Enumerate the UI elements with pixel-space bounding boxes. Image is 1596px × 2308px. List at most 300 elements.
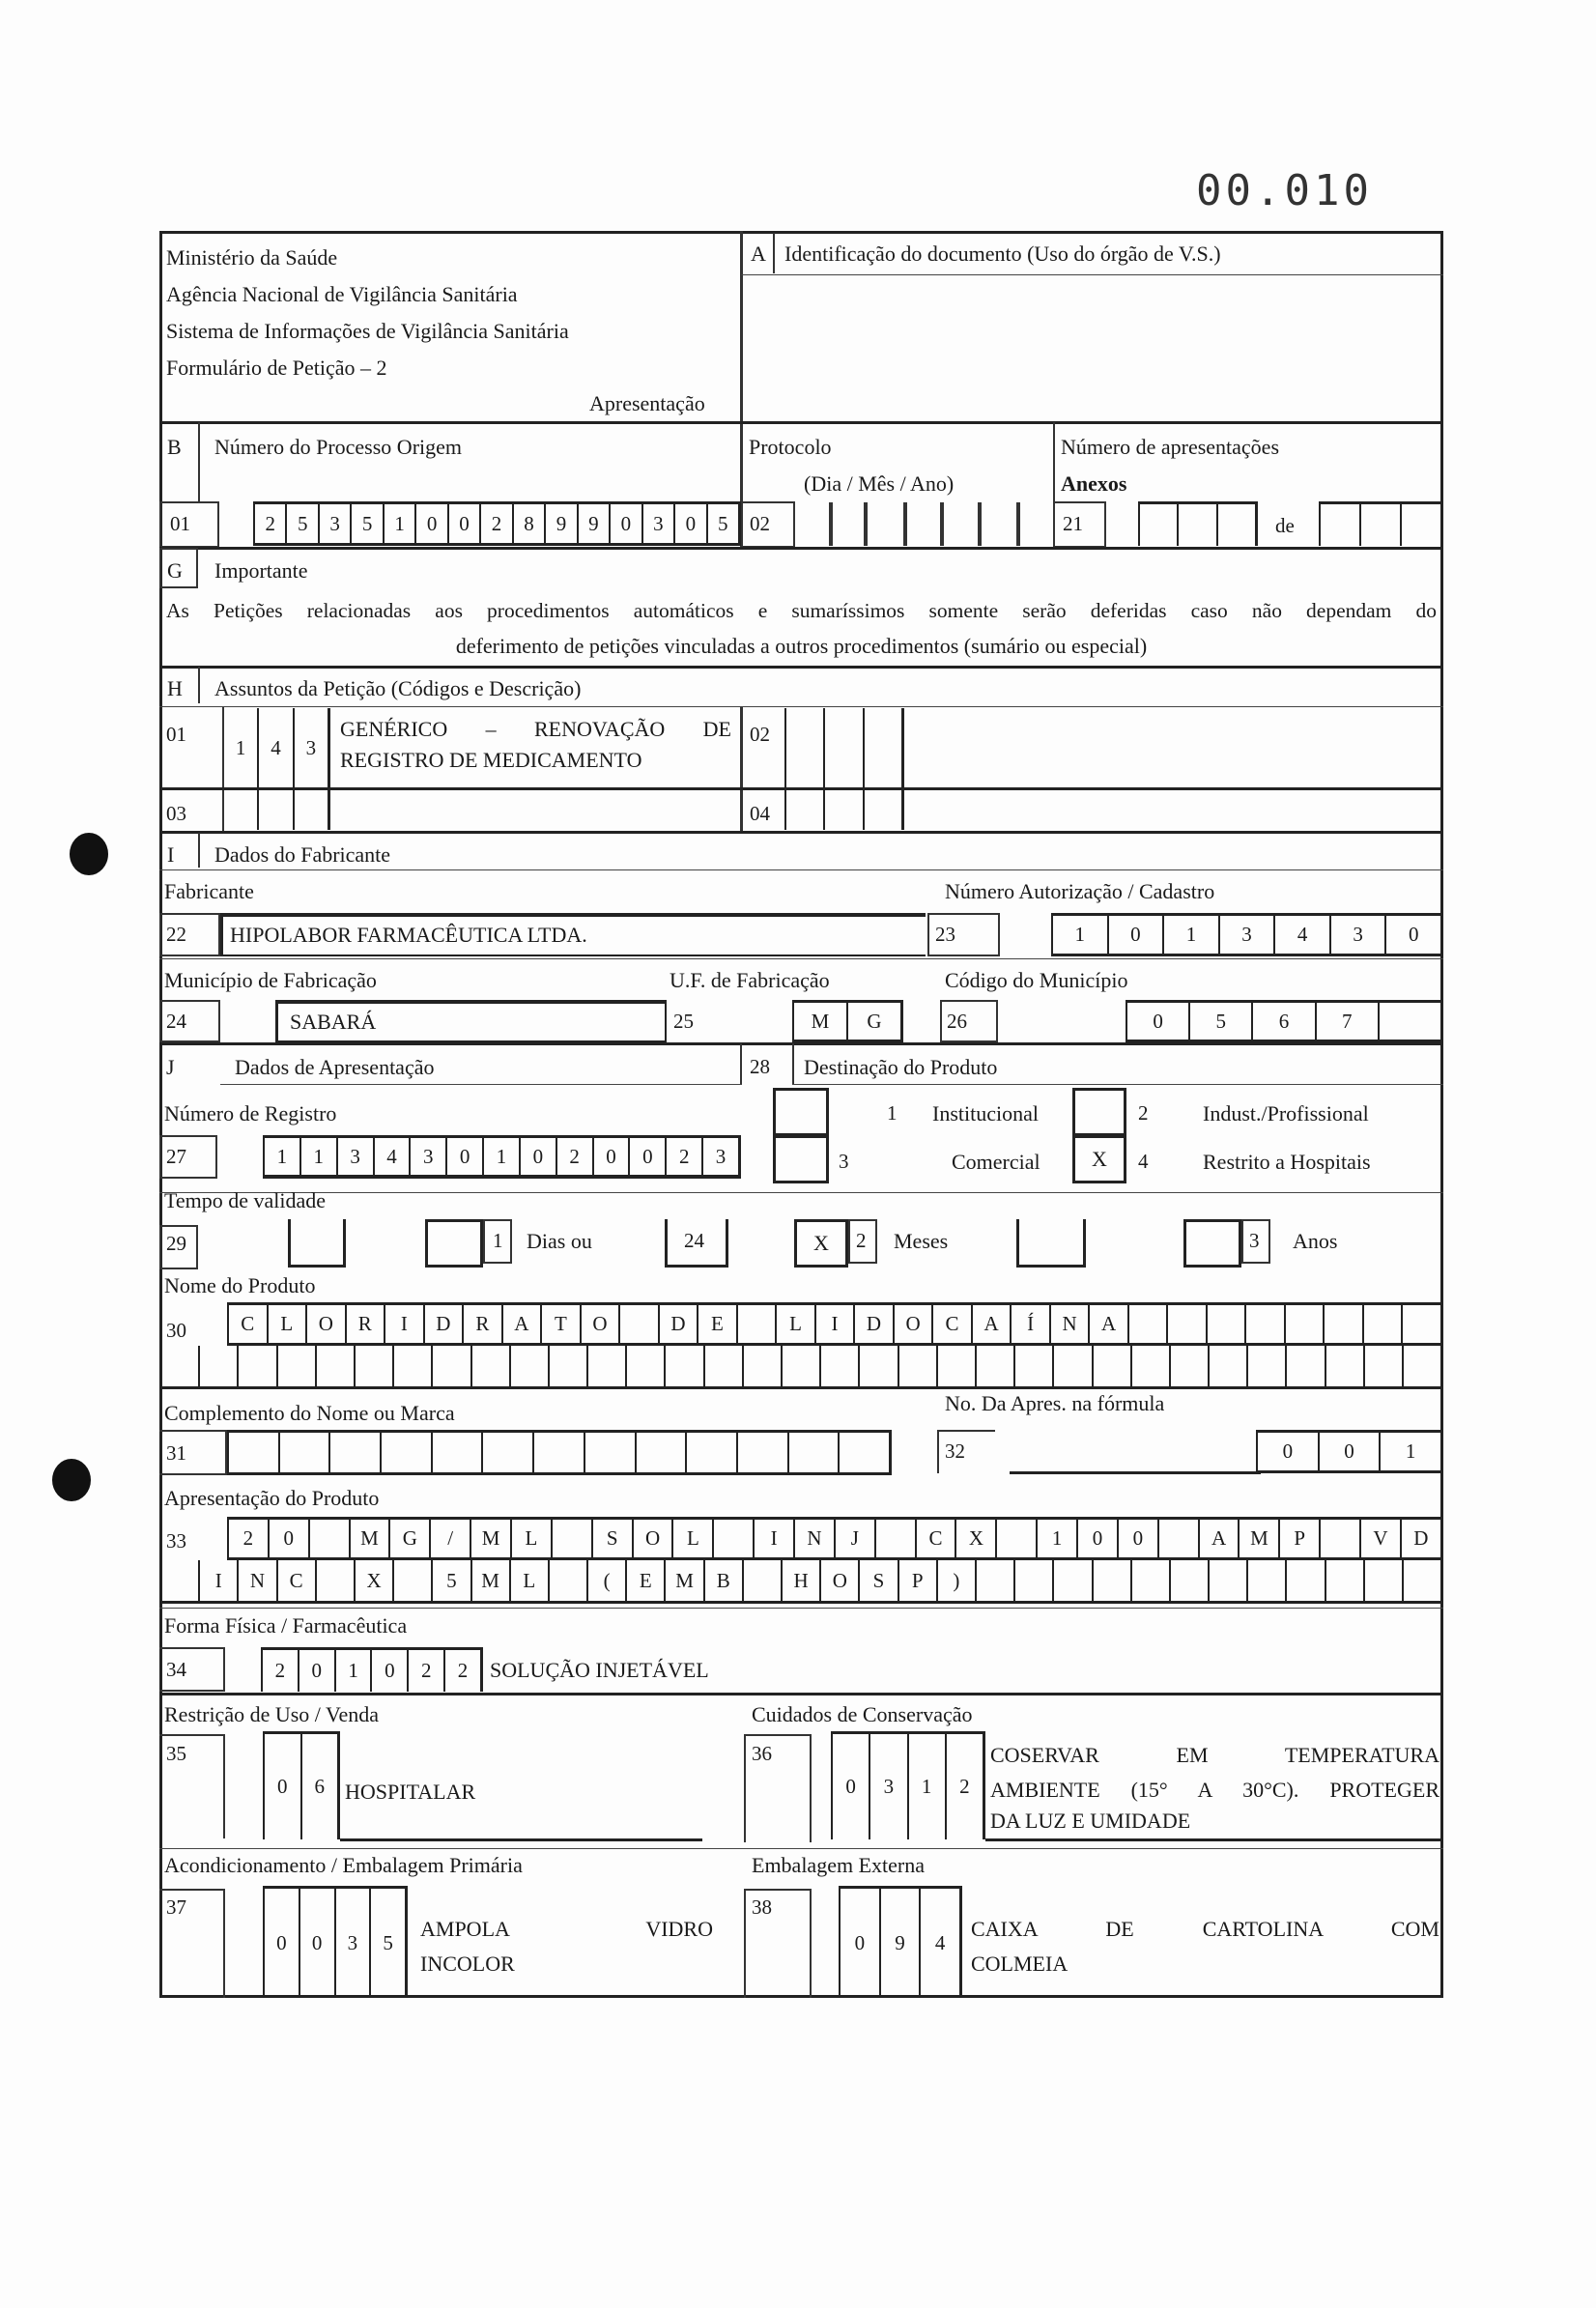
section-i-letter: I	[167, 842, 175, 867]
char-box[interactable]	[229, 1433, 278, 1472]
autorizacao-label: Número Autorização / Cadastro	[945, 879, 1215, 903]
restricao-code[interactable]	[263, 1731, 340, 1839]
char-box[interactable]	[532, 1433, 584, 1472]
acondicionamento-code[interactable]	[263, 1886, 408, 1998]
char-box[interactable]: 0	[845, 1775, 856, 1798]
char-box[interactable]: 9	[879, 1889, 920, 1998]
dest-1-checkbox[interactable]	[773, 1088, 829, 1136]
char-box[interactable]: 4	[919, 1889, 959, 1998]
char-box[interactable]	[1216, 504, 1255, 546]
char-box[interactable]: L	[671, 1520, 712, 1557]
char-box[interactable]: 2	[479, 504, 511, 543]
char-box[interactable]: C	[241, 1312, 255, 1335]
char-box[interactable]: D	[423, 1305, 463, 1343]
char-box[interactable]: 0	[268, 1520, 308, 1557]
char-box[interactable]: 0	[1117, 1520, 1157, 1557]
char-box[interactable]: 8	[512, 504, 544, 543]
field-02-label: 02	[750, 512, 770, 535]
char-box[interactable]: 4	[1273, 916, 1329, 954]
char-box[interactable]	[1284, 1305, 1324, 1343]
char-box[interactable]: D	[658, 1305, 698, 1343]
forma-desc: SOLUÇÃO INJETÁVEL	[490, 1658, 709, 1682]
char-box[interactable]	[685, 1433, 736, 1472]
apres-formula-field[interactable]	[1256, 1430, 1443, 1473]
char-box[interactable]	[786, 789, 823, 830]
char-box[interactable]	[470, 1346, 509, 1386]
validade-blank-field-2[interactable]	[1016, 1219, 1086, 1268]
char-box[interactable]: J	[834, 1520, 874, 1557]
char-box[interactable]	[481, 1433, 532, 1472]
char-box[interactable]: 9	[577, 504, 609, 543]
char-box[interactable]: L	[509, 1560, 548, 1601]
char-box[interactable]: L	[775, 1305, 814, 1343]
fabricante-field[interactable]: HIPOLABOR FARMACÊUTICA LTDA.	[230, 923, 587, 947]
header-line: Sistema de Informações de Vigilância Sanitária	[166, 319, 569, 343]
char-box[interactable]: 1	[482, 1138, 519, 1175]
char-box[interactable]	[1092, 1346, 1130, 1386]
char-box[interactable]	[1363, 1560, 1402, 1601]
char-box[interactable]	[703, 1346, 742, 1386]
char-box[interactable]: M	[664, 1560, 702, 1601]
apresentacao-produto-label: Apresentação do Produto	[164, 1486, 380, 1510]
char-box[interactable]: 0	[277, 1775, 288, 1798]
char-box[interactable]: T	[540, 1305, 580, 1343]
punch-hole	[52, 1459, 91, 1501]
char-box[interactable]: 3	[409, 1138, 445, 1175]
char-box[interactable]: 0	[1076, 1520, 1117, 1557]
char-box[interactable]	[786, 708, 823, 787]
char-box[interactable]	[328, 1433, 380, 1472]
char-box[interactable]	[1206, 1305, 1245, 1343]
apres-formula-label: No. Da Apres. na fórmula	[945, 1391, 1165, 1415]
char-box[interactable]: 0	[447, 504, 479, 543]
header-line: Ministério da Saúde	[166, 245, 338, 270]
section-j-letter: J	[166, 1055, 175, 1079]
char-box[interactable]	[874, 1520, 915, 1557]
char-box[interactable]: L	[510, 1520, 551, 1557]
char-box[interactable]	[1246, 1346, 1285, 1386]
char-box[interactable]: 0	[1153, 1009, 1163, 1033]
char-box[interactable]: S	[591, 1520, 632, 1557]
char-box[interactable]: 0	[854, 1931, 866, 1954]
field-02-label: 02	[750, 723, 770, 746]
char-box[interactable]: X	[955, 1520, 995, 1557]
char-box[interactable]: 1	[299, 1138, 336, 1175]
char-box[interactable]: 3	[641, 504, 673, 543]
char-box[interactable]: 0	[298, 1650, 334, 1692]
char-box[interactable]: E	[697, 1305, 736, 1343]
char-box[interactable]: V	[1359, 1520, 1400, 1557]
char-box[interactable]	[1130, 1346, 1169, 1386]
char-box[interactable]	[975, 1346, 1013, 1386]
char-box[interactable]: 2	[556, 1138, 592, 1175]
char-box[interactable]	[509, 1346, 548, 1386]
char-box[interactable]: 1	[235, 735, 246, 759]
char-box[interactable]: 0	[673, 504, 705, 543]
nome-produto-row-1[interactable]	[227, 1302, 1443, 1346]
subject-04-code[interactable]	[784, 789, 904, 830]
forma-code[interactable]	[261, 1647, 483, 1692]
char-box[interactable]	[1092, 1560, 1130, 1601]
char-box[interactable]	[1244, 1305, 1284, 1343]
char-box[interactable]: R	[462, 1305, 501, 1343]
char-box[interactable]: 0	[1107, 916, 1163, 954]
validade-blank-field[interactable]	[288, 1219, 346, 1268]
char-box[interactable]: /	[429, 1520, 470, 1557]
municipio-field[interactable]: SABARÁ	[290, 1010, 377, 1034]
subject-01-desc-line2: REGISTRO DE MEDICAMENTO	[340, 748, 642, 772]
char-box[interactable]: 4	[257, 708, 292, 787]
anexos-field[interactable]	[1138, 501, 1258, 546]
char-box[interactable]	[1362, 1305, 1402, 1343]
char-box[interactable]: 5	[369, 1889, 405, 1998]
meses-number: 2	[856, 1229, 867, 1252]
protocolo-label: Protocolo	[749, 435, 832, 459]
char-box[interactable]	[1363, 1346, 1402, 1386]
char-box[interactable]: C	[931, 1305, 971, 1343]
char-box[interactable]: B	[703, 1560, 742, 1601]
anexos-label: Anexos	[1061, 471, 1127, 496]
char-box[interactable]: L	[267, 1305, 306, 1343]
char-box[interactable]	[586, 1346, 625, 1386]
char-box[interactable]: 3	[336, 1138, 373, 1175]
char-box[interactable]: P	[898, 1560, 936, 1601]
char-box[interactable]: 5	[1188, 1003, 1251, 1040]
char-box[interactable]	[863, 789, 901, 830]
field-03-label: 03	[166, 802, 186, 825]
char-box[interactable]: 3	[1329, 916, 1385, 954]
char-box[interactable]: 1	[276, 1144, 288, 1168]
char-box[interactable]	[742, 1560, 781, 1601]
char-box[interactable]: 0	[592, 1138, 629, 1175]
char-box[interactable]: O	[580, 1305, 619, 1343]
char-box[interactable]	[315, 1346, 354, 1386]
field-28-label: 28	[750, 1055, 770, 1078]
char-box[interactable]	[1169, 1346, 1208, 1386]
char-box[interactable]: 0	[370, 1650, 407, 1692]
char-box[interactable]	[224, 789, 257, 830]
char-box[interactable]	[548, 1560, 586, 1601]
char-box[interactable]	[1323, 1305, 1362, 1343]
section-b-letter: B	[167, 435, 182, 459]
char-box[interactable]: 2	[665, 1138, 701, 1175]
codigo-municipio-field[interactable]	[1126, 1000, 1443, 1042]
char-box[interactable]: 3	[293, 708, 328, 787]
char-box[interactable]	[742, 1346, 781, 1386]
char-box[interactable]: 7	[1315, 1003, 1378, 1040]
field-37-label: 37	[166, 1895, 186, 1919]
char-box[interactable]	[1402, 1560, 1440, 1601]
char-box[interactable]	[431, 1346, 470, 1386]
char-box[interactable]: 5	[285, 504, 317, 543]
char-box[interactable]	[551, 1520, 591, 1557]
char-box[interactable]	[198, 1346, 237, 1386]
dest-2-checkbox[interactable]	[1072, 1088, 1126, 1136]
dias-checkbox[interactable]	[425, 1219, 483, 1268]
char-box[interactable]	[936, 1346, 975, 1386]
char-box[interactable]	[1246, 1560, 1285, 1601]
char-box[interactable]: A	[501, 1305, 541, 1343]
char-box[interactable]: Í	[1010, 1305, 1049, 1343]
char-box[interactable]: 0	[276, 1931, 287, 1954]
char-box[interactable]	[736, 1433, 787, 1472]
char-box[interactable]	[1359, 504, 1400, 546]
meses-checkbox[interactable]: X	[794, 1219, 848, 1268]
char-box[interactable]	[635, 1433, 686, 1472]
date-tick	[1016, 502, 1020, 546]
char-box[interactable]: G	[388, 1520, 429, 1557]
codigo-municipio-label: Código do Município	[945, 968, 1128, 992]
char-box[interactable]	[838, 1433, 889, 1472]
char-box[interactable]	[819, 1346, 858, 1386]
char-box[interactable]: N	[793, 1520, 834, 1557]
char-box[interactable]: 2	[945, 1734, 983, 1839]
char-box[interactable]	[1285, 1560, 1324, 1601]
importante-text-2: deferimento de petições vinculadas a outros procedimentos (sumário ou especial)	[455, 634, 1148, 658]
char-box[interactable]: 1	[1074, 923, 1086, 946]
anos-checkbox[interactable]	[1183, 1219, 1241, 1268]
nome-label: Nome do Produto	[164, 1273, 316, 1297]
char-box[interactable]	[618, 1305, 658, 1343]
header-line: Formulário de Petição – 2	[166, 356, 387, 380]
char-box[interactable]: C	[276, 1560, 315, 1601]
char-box[interactable]	[1013, 1560, 1052, 1601]
char-box[interactable]: 3	[334, 1889, 370, 1998]
char-box[interactable]	[1177, 504, 1215, 546]
dest-4-number: 4	[1138, 1150, 1149, 1173]
char-box[interactable]	[237, 1346, 275, 1386]
char-box[interactable]	[257, 789, 292, 830]
char-box[interactable]: 5	[431, 1560, 470, 1601]
char-box[interactable]: D	[853, 1305, 893, 1343]
embalagem-externa-label: Embalagem Externa	[752, 1853, 925, 1877]
complemento-field[interactable]	[227, 1430, 892, 1475]
embalagem-code[interactable]	[839, 1886, 962, 1998]
char-box[interactable]: (	[586, 1560, 625, 1601]
char-box[interactable]: A	[971, 1305, 1011, 1343]
char-box[interactable]	[995, 1520, 1036, 1557]
char-box[interactable]: 3	[1218, 916, 1274, 954]
char-box[interactable]	[315, 1560, 354, 1601]
char-box[interactable]	[308, 1520, 349, 1557]
char-box[interactable]	[736, 1305, 776, 1343]
field-27-label: 27	[166, 1145, 186, 1168]
char-box[interactable]	[1325, 1346, 1363, 1386]
char-box[interactable]: 1	[907, 1734, 945, 1839]
char-box[interactable]	[863, 708, 901, 787]
char-box[interactable]: I	[384, 1305, 423, 1343]
acondicionamento-line-2: INCOLOR	[420, 1952, 515, 1976]
processo-origem-field[interactable]	[253, 501, 741, 546]
char-box[interactable]: I	[753, 1520, 793, 1557]
char-box[interactable]	[1166, 1305, 1206, 1343]
char-box[interactable]: D	[1400, 1520, 1440, 1557]
char-box[interactable]	[1169, 1560, 1208, 1601]
char-box[interactable]: O	[819, 1560, 858, 1601]
char-box[interactable]: O	[893, 1305, 932, 1343]
char-box[interactable]: A	[1088, 1305, 1127, 1343]
char-box[interactable]	[898, 1346, 936, 1386]
char-box[interactable]: 0	[1384, 916, 1440, 954]
char-box[interactable]	[1402, 1346, 1440, 1386]
char-box[interactable]: M	[349, 1520, 389, 1557]
char-box[interactable]	[975, 1560, 1013, 1601]
char-box[interactable]	[1321, 504, 1359, 546]
char-box[interactable]	[431, 1433, 482, 1472]
section-j-title: Dados de Apresentação	[235, 1055, 435, 1079]
forma-label: Forma Física / Farmacêutica	[164, 1613, 408, 1638]
char-box[interactable]: I	[814, 1305, 854, 1343]
char-box[interactable]	[1013, 1346, 1052, 1386]
char-box[interactable]	[1127, 1305, 1167, 1343]
char-box[interactable]	[1319, 1520, 1359, 1557]
char-box[interactable]: 0	[519, 1138, 556, 1175]
char-box[interactable]	[1325, 1560, 1363, 1601]
char-box[interactable]	[278, 1433, 329, 1472]
dest-institucional-label: Institucional	[932, 1101, 1039, 1126]
char-box[interactable]	[664, 1346, 702, 1386]
char-box[interactable]: R	[345, 1305, 385, 1343]
char-box[interactable]: M	[1238, 1520, 1278, 1557]
char-box[interactable]: X	[354, 1560, 392, 1601]
subject-01-code[interactable]	[224, 708, 330, 787]
char-box[interactable]: 9	[544, 504, 576, 543]
char-box[interactable]: 6	[1251, 1003, 1314, 1040]
char-box[interactable]: M	[470, 1560, 509, 1601]
char-box[interactable]: 0	[1282, 1439, 1294, 1463]
date-tick	[864, 502, 868, 546]
char-box[interactable]: 3	[701, 1138, 738, 1175]
nome-produto-row-2[interactable]	[159, 1346, 1443, 1389]
char-box[interactable]: 2	[407, 1650, 443, 1692]
dest-4-checkbox[interactable]: X	[1072, 1135, 1126, 1183]
municipio-label: Município de Fabricação	[164, 968, 377, 992]
anos-label: Anos	[1293, 1229, 1338, 1253]
char-box[interactable]: 1	[1162, 916, 1218, 954]
meses-label: Meses	[894, 1229, 949, 1253]
char-box[interactable]	[1140, 504, 1177, 546]
autorizacao-field[interactable]	[1051, 913, 1443, 956]
char-box[interactable]	[1052, 1346, 1091, 1386]
char-box[interactable]	[584, 1433, 635, 1472]
char-box[interactable]	[548, 1346, 586, 1386]
char-box[interactable]: 2	[443, 1650, 480, 1692]
char-box[interactable]	[161, 1346, 198, 1386]
char-box[interactable]	[354, 1346, 392, 1386]
char-box[interactable]: G	[846, 1003, 900, 1040]
char-box[interactable]: I	[198, 1560, 237, 1601]
apresentacao-row-1[interactable]	[227, 1517, 1443, 1560]
char-box[interactable]: 1	[334, 1650, 371, 1692]
char-box[interactable]: 0	[1318, 1433, 1380, 1470]
char-box[interactable]	[858, 1346, 897, 1386]
char-box[interactable]	[781, 1346, 819, 1386]
char-box[interactable]: S	[858, 1560, 897, 1601]
char-box[interactable]	[1400, 504, 1440, 546]
char-box[interactable]	[392, 1346, 431, 1386]
char-box[interactable]	[161, 1560, 198, 1601]
section-h-letter: H	[167, 676, 183, 700]
subject-03-code[interactable]	[224, 789, 330, 830]
char-box[interactable]	[1157, 1520, 1198, 1557]
char-box[interactable]: 5	[350, 504, 382, 543]
char-box[interactable]: M	[811, 1009, 830, 1033]
char-box[interactable]: 2	[274, 1659, 286, 1682]
char-box[interactable]	[625, 1346, 664, 1386]
subject-02-code[interactable]	[784, 708, 904, 787]
anos-number: 3	[1249, 1229, 1260, 1252]
registro-label: Número de Registro	[164, 1101, 337, 1126]
char-box[interactable]	[712, 1520, 753, 1557]
complemento-label: Complemento do Nome ou Marca	[164, 1401, 455, 1425]
char-box[interactable]	[1208, 1560, 1246, 1601]
char-box[interactable]	[276, 1346, 315, 1386]
char-box[interactable]	[787, 1433, 839, 1472]
char-box[interactable]: 0	[628, 1138, 665, 1175]
char-box[interactable]: 1	[1379, 1433, 1440, 1470]
char-box[interactable]	[380, 1433, 431, 1472]
field-38-label: 38	[752, 1895, 772, 1919]
char-box[interactable]: O	[632, 1520, 672, 1557]
char-box[interactable]	[392, 1560, 431, 1601]
char-box[interactable]: P	[1278, 1520, 1319, 1557]
validade-value[interactable]: 24	[684, 1229, 704, 1252]
char-box[interactable]: N	[237, 1560, 275, 1601]
char-box[interactable]: 3	[318, 504, 350, 543]
char-box[interactable]: N	[1049, 1305, 1089, 1343]
char-box[interactable]	[1130, 1560, 1169, 1601]
registro-field[interactable]	[263, 1135, 741, 1179]
char-box[interactable]: 1	[383, 504, 414, 543]
char-box[interactable]: O	[305, 1305, 345, 1343]
dest-3-checkbox[interactable]	[773, 1135, 829, 1183]
section-g-letter: G	[167, 558, 183, 583]
char-box[interactable]: 2	[265, 511, 275, 535]
char-box[interactable]: 0	[299, 1889, 334, 1998]
apresentacao-row-2[interactable]	[159, 1560, 1443, 1604]
char-box[interactable]: M	[470, 1520, 510, 1557]
char-box[interactable]: A	[1198, 1520, 1239, 1557]
char-box[interactable]	[1052, 1560, 1091, 1601]
uf-field[interactable]	[792, 1000, 903, 1042]
char-box[interactable]: E	[625, 1560, 664, 1601]
char-box[interactable]	[1285, 1346, 1324, 1386]
char-box[interactable]: C	[915, 1520, 955, 1557]
char-box[interactable]: 0	[414, 504, 446, 543]
char-box[interactable]: 0	[609, 504, 641, 543]
char-box[interactable]: 6	[300, 1734, 338, 1839]
char-box[interactable]	[1378, 1003, 1440, 1040]
char-box[interactable]: 1	[1036, 1520, 1076, 1557]
conservacao-code[interactable]	[831, 1731, 985, 1839]
char-box[interactable]	[1401, 1305, 1440, 1343]
conservacao-label: Cuidados de Conservação	[752, 1702, 973, 1726]
char-box[interactable]: 2	[242, 1526, 254, 1550]
char-box[interactable]: 3	[869, 1734, 906, 1839]
char-box[interactable]	[1208, 1346, 1246, 1386]
char-box[interactable]	[823, 789, 862, 830]
de-label: de	[1275, 514, 1295, 537]
uf-label: U.F. de Fabricação	[670, 968, 830, 992]
char-box[interactable]: H	[781, 1560, 819, 1601]
char-box[interactable]: 5	[706, 504, 738, 543]
char-box[interactable]: 0	[445, 1138, 482, 1175]
de-field[interactable]	[1319, 501, 1443, 546]
char-box[interactable]: 4	[373, 1138, 410, 1175]
char-box[interactable]	[293, 789, 328, 830]
char-box[interactable]: )	[936, 1560, 975, 1601]
char-box[interactable]	[823, 708, 862, 787]
